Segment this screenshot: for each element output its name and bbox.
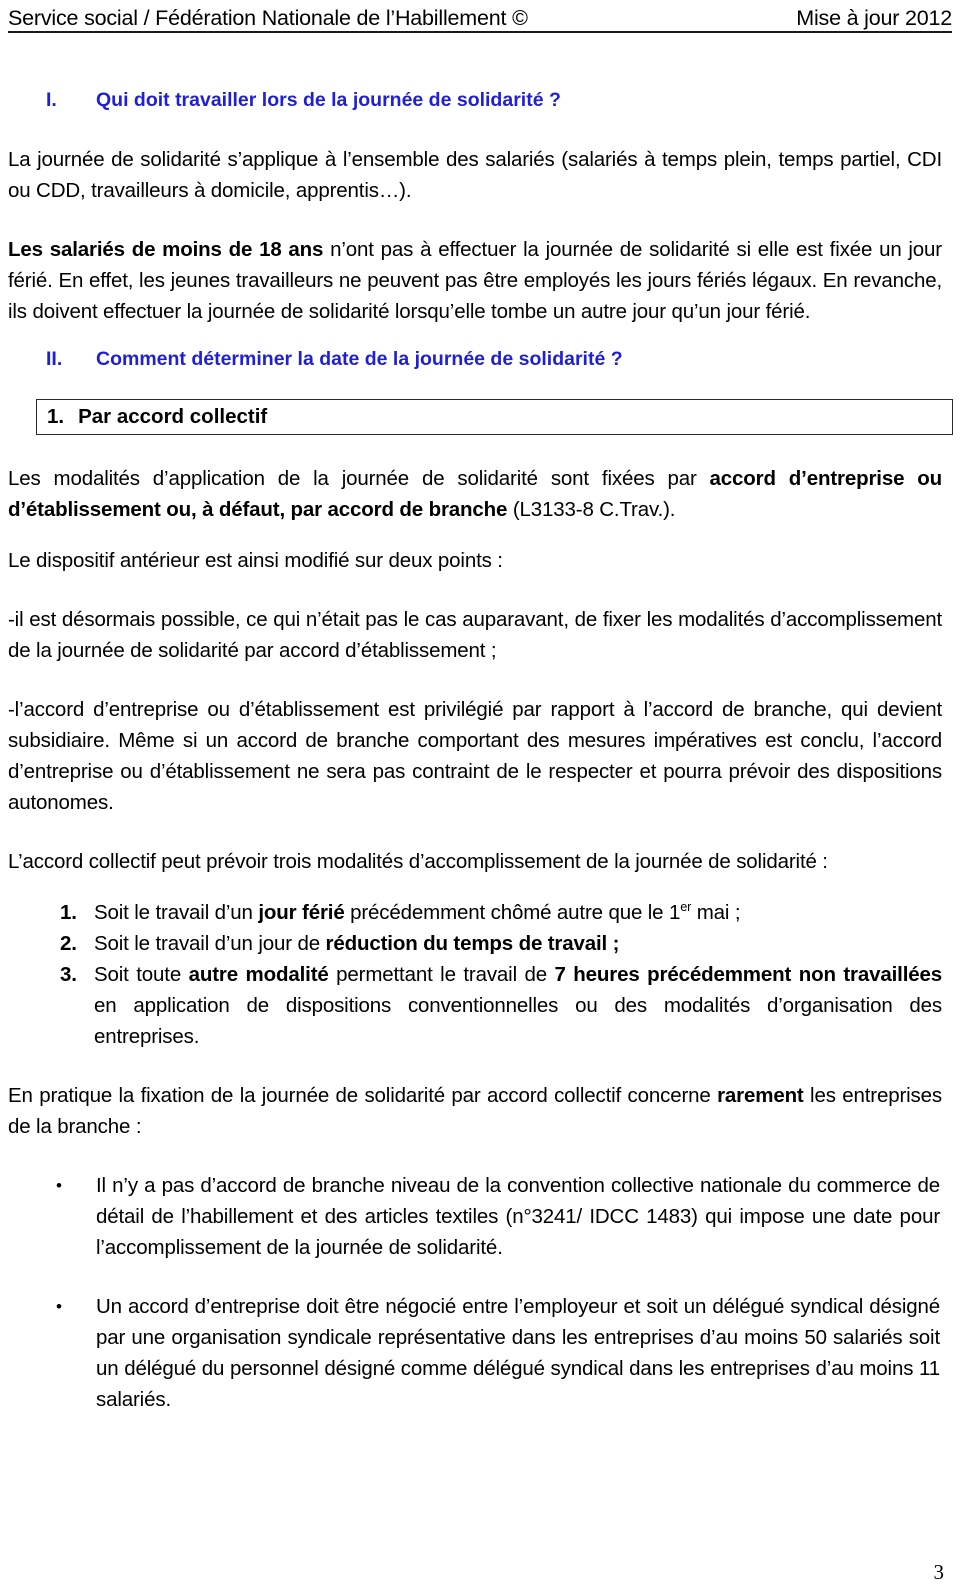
header-divider bbox=[8, 31, 952, 33]
bullet-icon: • bbox=[56, 1176, 62, 1195]
text-modalites-part1: Les modalités d’application de la journée de solidarité sont fixées par bbox=[8, 467, 710, 490]
modalite-2-text bbox=[94, 928, 942, 959]
list-item bbox=[8, 959, 942, 1052]
modalite-3-bold: autre modalité bbox=[188, 963, 329, 986]
header-right-text: Mise à jour 2012 bbox=[796, 6, 952, 30]
paragraph-application-champ: La journée de solidarité s’applique à l’ensemble des salariés (salariés à temps plein, temps partiel, CDI ou CDD, travailleurs à domicile, apprentis…). bbox=[8, 148, 942, 202]
modalite-3-number: 3. bbox=[60, 963, 77, 986]
paragraph-en-pratique bbox=[8, 1080, 942, 1142]
section-1-number: I. bbox=[46, 89, 57, 111]
modalite-3-post: permettant le travail de bbox=[328, 963, 555, 986]
list-item bbox=[8, 897, 942, 928]
modalite-1-pre: Soit le travail d’un bbox=[94, 901, 259, 924]
text-modalites-part2: (L3133-8 C.Trav.). bbox=[507, 498, 676, 521]
modalite-3-text bbox=[94, 959, 942, 1052]
bold-rarement: rarement bbox=[717, 1084, 804, 1107]
section-heading-1 bbox=[46, 88, 942, 112]
section-2-title: Comment déterminer la date de la journée de solidarité ? bbox=[96, 348, 623, 370]
bullet-icon: • bbox=[56, 1297, 62, 1316]
modalite-1-tail: mai ; bbox=[691, 901, 741, 924]
text-pratique-pre: En pratique la fixation de la journée de solidarité par accord collectif concerne bbox=[8, 1084, 718, 1107]
subsection-number: 1. bbox=[47, 405, 65, 428]
section-2-number: II. bbox=[46, 348, 63, 370]
modalite-1-post: précédemment chômé autre que le 1 bbox=[344, 901, 681, 924]
bold-moins-18-ans: Les salariés de moins de 18 ans bbox=[8, 238, 324, 261]
modalite-2-bold: réduction du temps de travail ; bbox=[325, 932, 620, 955]
modalite-2-pre: Soit le travail d’un jour de bbox=[94, 932, 326, 955]
paragraph-dispositif-anterieur: Le dispositif antérieur est ainsi modifié sur deux points : bbox=[8, 549, 503, 572]
header-left-text: Service social / Fédération Nationale de l’Habillement © bbox=[8, 6, 528, 30]
bullet-1-text: Il n’y a pas d’accord de branche niveau de la convention collective nationale du commerce de détail de l’habillement et des articles textiles (n°3241/ IDCC 1483) qui impose une date pour l’accomplissement de la journée de solidarité. bbox=[96, 1174, 940, 1259]
modalite-3-tail: en application de dispositions conventionnelles ou des modalités d’organisation des entreprises. bbox=[94, 994, 942, 1048]
subsection-box-par-accord-collectif bbox=[36, 399, 953, 435]
list-item bbox=[8, 1170, 942, 1263]
modalite-1-text bbox=[94, 897, 942, 928]
modalite-3-bold2: 7 heures précédemment non travaillées bbox=[554, 963, 942, 986]
bullet-2-text: Un accord d’entreprise doit être négocié entre l’employeur et soit un délégué syndical désigné par une organisation syndicale représentative dans les entreprises d’au moins 50 salariés soit un délégué du personnel désigné comme délégué syndical dans les entreprises d’au moins 11 salariés. bbox=[96, 1295, 940, 1411]
page-number: 3 bbox=[933, 1560, 944, 1584]
bold-accord-entreprise: accord d’entreprise ou d’établissement ou, à défaut, par accord de branche bbox=[8, 467, 942, 521]
paragraph-modalites-application bbox=[8, 463, 942, 525]
modalite-2-number: 2. bbox=[60, 932, 77, 955]
paragraph-point-1: -il est désormais possible, ce qui n’était pas le cas auparavant, de fixer les modalités d’accomplissement de la journée de solidarité par accord d’établissement ; bbox=[8, 608, 942, 662]
modalite-1-number: 1. bbox=[60, 901, 77, 924]
branche-bullet-list bbox=[8, 1170, 942, 1415]
section-heading-2 bbox=[46, 347, 942, 371]
list-item bbox=[8, 928, 942, 959]
section-1-title: Qui doit travailler lors de la journée de solidarité ? bbox=[96, 89, 561, 111]
modalite-1-superscript: er bbox=[680, 899, 692, 915]
modalite-1-bold: jour férié bbox=[258, 901, 345, 924]
modalites-list bbox=[8, 897, 942, 1052]
paragraph-moins-18-ans bbox=[8, 234, 942, 327]
paragraph-point-2: -l’accord d’entreprise ou d’établissement est privilégié par rapport à l’accord de branche, qui devient subsidiaire. Même si un accord de branche comportant des mesures impératives est conclu, l’accord d’entreprise ou d’établissement ne sera pas contraint de le respecter et pourra prévoir des dispositions autonomes. bbox=[8, 698, 942, 814]
modalite-3-pre: Soit toute bbox=[94, 963, 189, 986]
list-item bbox=[8, 1291, 942, 1415]
text-moins-18-ans-rest: n’ont pas à effectuer la journée de solidarité si elle est fixée un jour férié. En effet, les jeunes travailleurs ne peuvent pas être employés les jours fériés légaux. En revanche, ils doivent effectuer la journée de solidarité lorsqu’elle tombe un autre jour qu’un jour férié. bbox=[8, 238, 942, 323]
text-pratique-post: les entreprises de la branche : bbox=[8, 1084, 942, 1138]
document-body bbox=[8, 88, 942, 1415]
paragraph-trois-modalites: L’accord collectif peut prévoir trois modalités d’accomplissement de la journée de solidarité : bbox=[8, 850, 828, 873]
subsection-title: Par accord collectif bbox=[78, 405, 268, 428]
